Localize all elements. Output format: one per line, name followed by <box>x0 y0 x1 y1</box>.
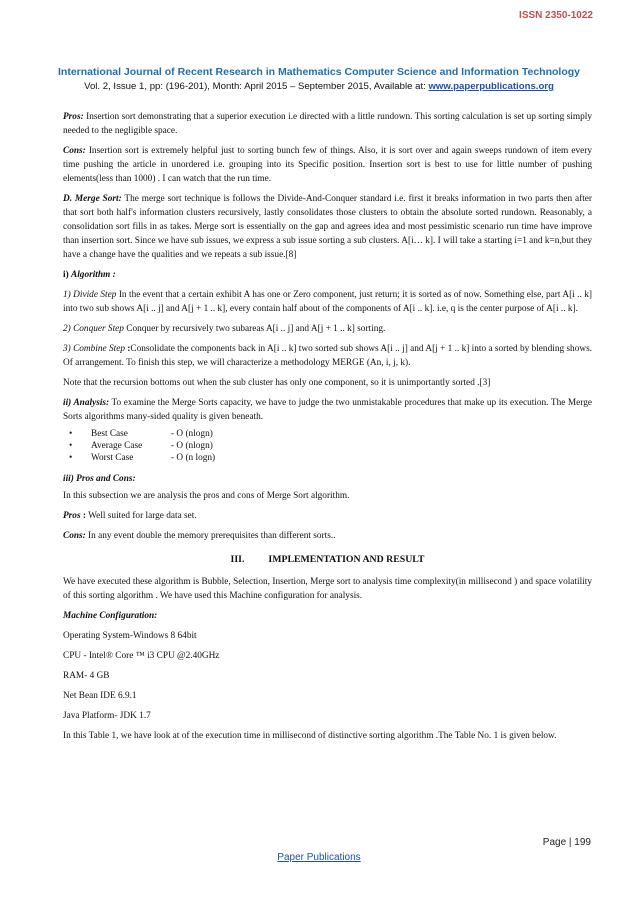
volume-line <box>20 81 618 92</box>
case-value: - O (nlogn) <box>171 441 213 451</box>
algorithm-heading <box>63 268 592 282</box>
list-item <box>69 440 592 452</box>
pros-cons-heading <box>63 472 592 486</box>
config-os: Operating System-Windows 8 64bit <box>63 631 197 641</box>
section-number: III. <box>230 554 245 565</box>
analysis-paragraph <box>63 396 592 424</box>
merge-pros-text: Well suited for large data set. <box>86 511 197 521</box>
merge-pros-label: Pros <box>63 511 81 521</box>
page-number: Page | 199 <box>542 837 591 848</box>
cons-text: Insertion sort is extremely helpful just to sorting bunch few of things. Also, it is sort over and again sweeps rundown of item every time pushing the article in unordered i.e. grouping into its Specific position. Insertion sort is best to use for little number of pushing elements(less than 1000) . I can watch that the run time. <box>63 146 592 184</box>
section-heading <box>63 553 592 567</box>
config-ide: Net Bean IDE 6.9.1 <box>63 691 137 701</box>
merge-sort-paragraph <box>63 192 592 262</box>
conquer-step-text: Conquer by recursively two subareas A[i .. j] and A[j + 1 .. k] sorting. <box>123 324 386 334</box>
conquer-step-paragraph <box>63 322 592 336</box>
merge-cons-paragraph <box>63 529 592 543</box>
case-name: Worst Case <box>91 453 134 463</box>
case-name: Best Case <box>91 429 128 439</box>
article-body <box>63 110 592 749</box>
publisher-link[interactable]: Paper Publications <box>277 852 361 863</box>
implementation-paragraph: We have executed these algorithm is Bubble, Selection, Insertion, Merge sort to analysis time complexity(in millisecond ) and space volatility of this sorting algorithm . We have used this Machine configuration for analysis. <box>63 577 592 601</box>
journal-title: International Journal of Recent Research in Mathematics Computer Science and Information Technology <box>58 66 580 78</box>
bullet-icon: • <box>69 441 73 451</box>
recursion-note: Note that the recursion bottoms out when the sub cluster has only one component, so it is unimportantly sorted .[3] <box>63 378 491 388</box>
conquer-step-label: 2) Conquer Step <box>63 324 124 334</box>
machine-config-heading <box>63 609 592 623</box>
case-value: - O (n logn) <box>171 453 216 463</box>
divide-step-text: In the event that a certain exhibit A has one or Zero component, just return; it is sorted as of now. Something else, part A[i .. k] into two sub shows A[i .. j] and A[j + 1 .. k], every contain half about of the components of A[i .. k]. i.e, q is the center purpose of A[i .. k]. <box>63 290 592 314</box>
combine-step-paragraph <box>63 342 592 370</box>
algorithm-number: i) <box>63 270 69 280</box>
merge-pros-paragraph <box>63 509 592 523</box>
config-ram: RAM- 4 GB <box>63 671 110 681</box>
config-cpu: CPU - Intel® Core ™ i3 CPU @2.40GHz <box>63 651 220 661</box>
pros-text: Insertion sort demonstrating that a superior execution i.e directed with a little rundown. This sorting calculation is set up sorting simply needed to the negligible space. <box>63 112 592 136</box>
divide-step-paragraph <box>63 288 592 316</box>
issn-label: ISSN 2350-1022 <box>519 10 593 21</box>
complexity-list <box>69 428 592 464</box>
cons-label: Cons: <box>63 146 86 156</box>
case-name: Average Case <box>91 441 143 451</box>
journal-website-link[interactable]: www.paperpublications.org <box>428 81 554 92</box>
pros-label: Pros: <box>63 112 84 122</box>
merge-pros-separator: : <box>80 511 86 521</box>
section-title: IMPLEMENTATION AND RESULT <box>268 554 425 565</box>
bullet-icon: • <box>69 453 73 463</box>
machine-config-label: Machine Configuration: <box>63 611 158 621</box>
combine-step-label: 3) Combine Step <box>63 344 125 354</box>
table-intro-paragraph: In this Table 1, we have look at of the execution time in millisecond of distinctive sorting algorithm .The Table No. 1 is given below. <box>63 731 557 741</box>
analysis-text: To examine the Merge Sorts capacity, we have to judge the two unmistakable procedures that make up its execution. The Merge Sorts algorithms many-sided quality is given beneath. <box>63 398 593 422</box>
volume-text: Vol. 2, Issue 1, pp: (196-201), Month: April 2015 – September 2015, Available at: <box>84 81 429 92</box>
list-item <box>69 428 592 440</box>
case-value: - O (nlogn) <box>171 429 213 439</box>
divide-step-label: 1) Divide Step <box>63 290 117 300</box>
merge-cons-text: In any event double the memory prerequisites than different sorts.. <box>85 531 336 541</box>
merge-sort-text: The merge sort technique is follows the Divide-And-Conquer standard i.e. first it breaks information in two parts then after that sort both half's information clusters recursively, lastly consolidates those clusters to obtain the absolute sorted rundown. Reasonably, a consolidation sort fills in as takes. Merge sort is essentially on the gap and agrees idea and most pessimistic scenario run time have improve than insertion sort. Since we have sub issues, we express a sub issue sorting a sub clusters. A[i… k]. I will take a starting i=1 and k=n,but they have a change have the qualities and we repeats a sub issue.[8] <box>63 194 593 260</box>
pros-cons-intro: In this subsection we are analysis the pros and cons of Merge Sort algorithm. <box>63 491 350 501</box>
list-item <box>69 452 592 464</box>
bullet-icon: • <box>69 429 73 439</box>
insertion-pros-paragraph <box>63 110 592 138</box>
combine-step-text: Consolidate the components back in A[i .. k] two sorted sub shows A[i .. j] and A[j + 1 .. k] into a sorted by blending shows. Of arrangement. To finish this step, we will characterize a methodology MERGE (An, i, j, k). <box>63 344 593 368</box>
merge-sort-label: D. Merge Sort: <box>63 194 122 204</box>
insertion-cons-paragraph <box>63 144 592 186</box>
config-java: Java Platform- JDK 1.7 <box>63 711 151 721</box>
algorithm-label: Algorithm : <box>71 270 116 280</box>
analysis-label: ii) Analysis: <box>63 398 110 408</box>
combine-step-colon: : <box>124 344 131 354</box>
merge-cons-label: Cons: <box>63 531 86 541</box>
pros-cons-label: iii) Pros and Cons: <box>63 474 136 484</box>
